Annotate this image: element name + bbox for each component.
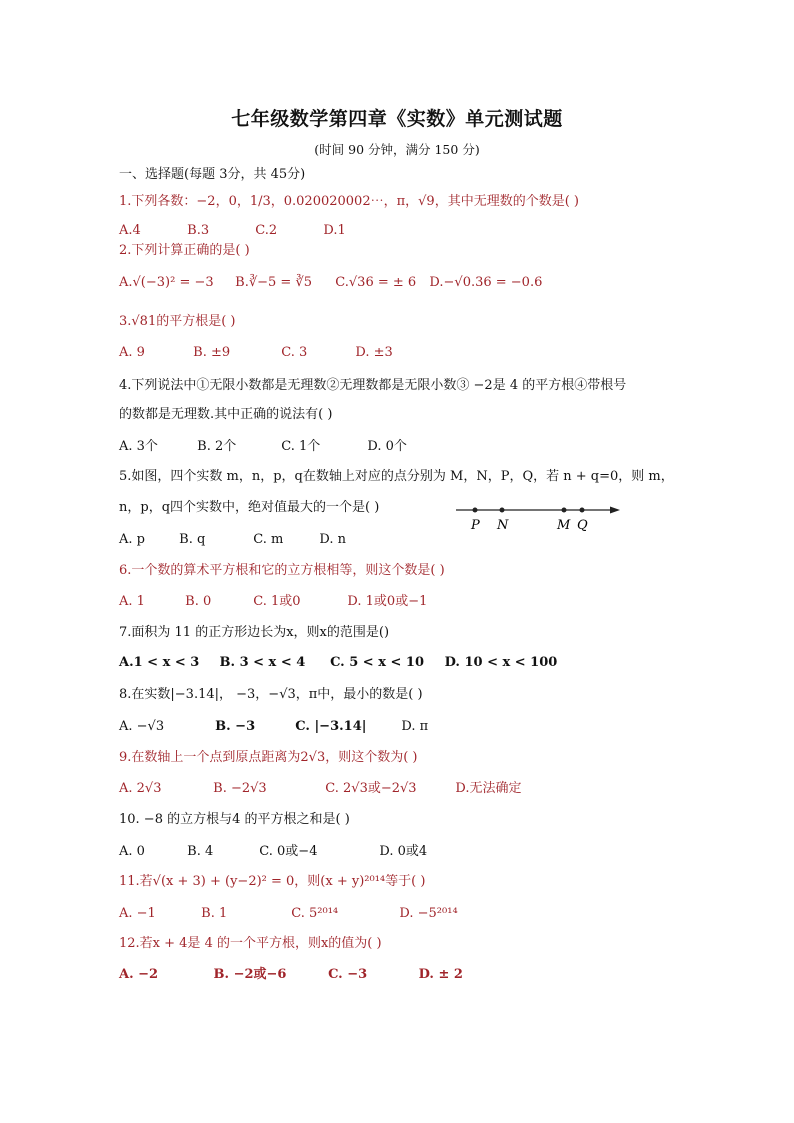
option-d: D. 0个 [367,439,407,454]
option-c: C. 0或−4 [259,844,318,859]
option-c: C. 5 < x < 10 [330,655,425,670]
option-a: A. 2√3 [119,781,162,796]
option-c: C. −3 [328,967,368,982]
option-c: C. 2√3或−2√3 [325,781,417,796]
question-10-stem: 10. −8 的立方根与4 的平方根之和是( ) [119,812,350,827]
question-4-stem-cont: 的数都是无理数.其中正确的说法有( ) [119,407,333,422]
option-c: C.√36 = ± 6 [335,275,417,290]
option-b: B. 0 [185,594,212,609]
point-m [562,508,567,513]
point-q [580,508,585,513]
question-5-stem: 5.如图，四个实数 m，n，p，q在数轴上对应的点分别为 M，N，P，Q，若 n + q=0，则 m， [119,469,674,484]
label-p: P [471,518,480,533]
option-d: D. ± 2 [418,967,463,982]
question-9-stem: 9.在数轴上一个点到原点距离为2√3，则这个数为( ) [119,750,418,765]
page-subtitle: (时间 90 分钟，满分 150 分) [314,142,480,157]
question-12-options [119,966,463,984]
question-7-stem: 7.面积为 11 的正方形边长为x，则x的范围是() [119,625,390,640]
question-12-stem: 12.若x + 4是 4 的一个平方根，则x的值为( ) [119,936,382,951]
option-c: C. m [253,532,284,547]
option-d: D.−√0.36 = −0.6 [429,275,543,290]
question-6-stem: 6.一个数的算术平方根和它的立方根相等，则这个数是( ) [119,563,445,578]
option-b: B. −2或−6 [213,967,287,982]
point-n [500,508,505,513]
question-8-options [119,718,428,736]
option-a: A.1 < x < 3 [119,655,200,670]
option-a: A. 1 [119,594,145,609]
point-p [473,508,478,513]
option-a: A. −2 [119,967,159,982]
option-d: D. π [401,719,429,734]
option-c: C. 5²⁰¹⁴ [291,906,339,921]
label-q: Q [577,518,588,533]
question-1-options [119,222,346,240]
option-b: B.3 [187,223,210,238]
option-d: D.无法确定 [455,781,522,796]
option-d: D. −5²⁰¹⁴ [399,906,458,921]
option-a: A. 0 [119,844,145,859]
question-3-stem: 3.√81的平方根是( ) [119,314,236,329]
option-a: A.4 [119,223,141,238]
option-a: A.√(−3)² = −3 [119,275,214,290]
question-8-stem: 8.在实数|−3.14|， −3，−√3，π中，最小的数是( ) [119,687,423,702]
option-a: A. 9 [119,345,145,360]
option-a: A. p [119,532,145,547]
option-d: D. 1或0或−1 [347,594,428,609]
question-11-stem: 11.若√(x + 3) + (y−2)² = 0，则(x + y)²⁰¹⁴等于( ) [119,874,426,889]
question-5-stem-cont: n，p，q四个实数中，绝对值最大的一个是( ) [119,500,380,515]
question-4-options [119,438,407,456]
question-9-options [119,780,522,798]
number-line-figure [450,500,625,536]
option-d: D. ±3 [355,345,393,360]
option-c: C. 1或0 [253,594,301,609]
option-b: B. 1 [201,906,228,921]
option-a: A. −√3 [119,719,165,734]
label-n: N [497,518,509,533]
number-line-arrow [610,507,620,514]
option-b: B. 3 < x < 4 [219,655,306,670]
section-heading: 一、选择题(每题 3分，共 45分) [119,167,306,182]
option-c: C. 1个 [281,439,321,454]
option-b: B. −2√3 [213,781,267,796]
option-d: D.1 [323,223,346,238]
option-d: D. 10 < x < 100 [444,655,558,670]
option-b: B.∛−5 = ∛5 [235,275,312,290]
option-d: D. 0或4 [379,844,428,859]
option-b: B. q [179,532,206,547]
question-2-stem: 2.下列计算正确的是( ) [119,243,250,258]
question-4-stem: 4.下列说法中①无限小数都是无理数②无理数都是无限小数③ −2是 4 的平方根④带根号 [119,378,627,393]
label-m: M [557,518,571,533]
option-a: A. 3个 [119,439,158,454]
question-11-options [119,905,458,923]
option-b: B. 2个 [197,439,237,454]
page-title: 七年级数学第四章《实数》单元测试题 [231,108,563,130]
question-10-options [119,843,427,861]
question-6-options [119,593,427,611]
option-d: D. n [319,532,347,547]
option-b: B. 4 [187,844,214,859]
question-5-options [119,531,346,549]
option-c: C. 3 [281,345,308,360]
question-1-stem: 1.下列各数：−2，0，1/3，0.020020002⋯，π，√9，其中无理数的个数是( ) [119,194,579,209]
option-c: C. |−3.14| [295,719,367,734]
option-b: B. −3 [215,719,256,734]
option-c: C.2 [255,223,278,238]
question-2-options [119,274,542,292]
question-3-options [119,344,393,362]
question-7-options [119,654,557,672]
option-b: B. ±9 [193,345,231,360]
option-a: A. −1 [119,906,156,921]
